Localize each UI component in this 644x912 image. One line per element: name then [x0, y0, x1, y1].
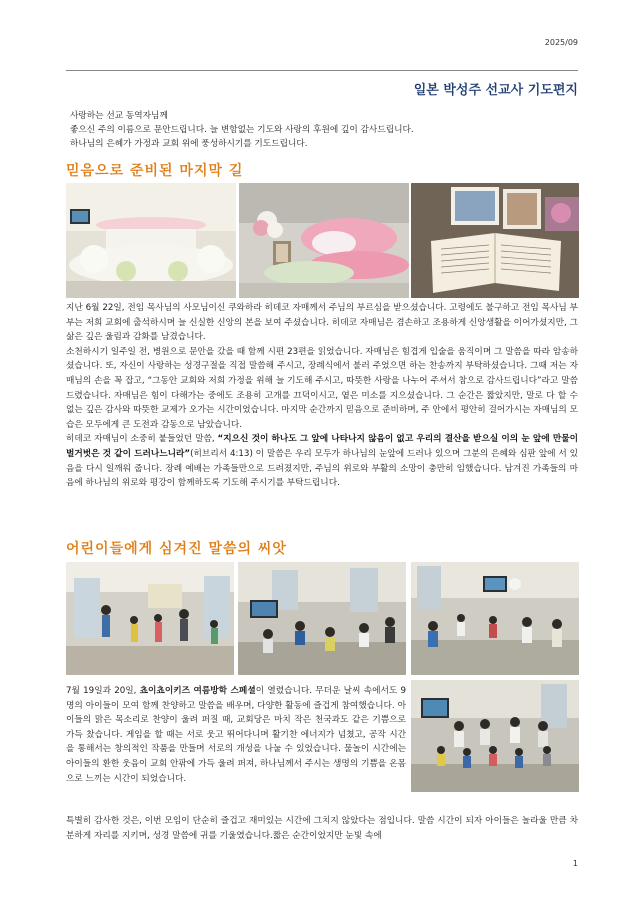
hymnal-illustration [411, 183, 579, 298]
text-run: 이 열렸습니다. 무더운 날씨 속에서도 9명의 아이들이 모여 함께 찬양하고 말씀을 배우며, 다양한 활동에 즐겁게 참여했습니다. 아이들의 맑은 목소리로 찬양이 울려 퍼질 때, 교회당은 마치 작은 천국과도 같은 기쁨으로 가득 찼습니다. 게임을 할 때는 서로 웃고 뛰어다니며 활기찬 에너지가 넘쳤고, 공작 시간을 통해서는 창의적인 작품을 만들며 서로의 개성을 나눌 수 있었습니다. 물놀이 시간에는 아이들의 환한 웃음이 교회 안팎에 가득 울려 퍼져, 하나님께서 주시는 생명의 기쁨을 온몸으로 느끼는 시간이 되었습니다. [66, 686, 406, 784]
text-run: (히브리서 4:13) 이 말씀은 우리 모두가 하나님의 눈앞에 드러나 있으며 그분의 은혜와 심판 앞에 서 있음을 다시 일깨워 줍니다. 장례 예배는 가족들만으로 드려졌지만, 주님의 위로와 부활의 소망이 충만히 임했습니다. 남겨진 가족들의 마음에 하나님의 위로와 평강이 함께하도록 기도해 주시기를 부탁드립니다. [66, 448, 578, 489]
section-heading-farewell: 믿음으로 준비된 마지막 길 [66, 163, 244, 179]
greeting-line: 사랑하는 선교 동역자님께 [70, 111, 168, 121]
date-label: 2025/09 [544, 38, 578, 47]
text-run: 7월 19일과 20일, [66, 686, 140, 696]
paragraph: 지난 6월 22일, 전임 목사님의 사모님이신 쿠와하라 히데코 자매께서 주님의 부르심을 받으셨습니다. 고령에도 불구하고 전임 목사님 부부는 저희 교회에 출석하시며 늘 신실한 신앙의 본을 보여 주셨습니다. 히데코 자매님은 겸손하고 조용하게 신앙생활을 이어가셨지만, 그 삶은 깊은 울림과 감화를 남겼습니다. [66, 303, 578, 343]
paragraph: 소천하시기 일주일 전, 병원으로 문안을 갔을 때 함께 시편 23편을 읽었습니다. 자매님은 힘겹게 입술을 움직이며 그 말씀을 따라 암송하셨습니다. 또, 자신이 사랑하는 성경구절을 직접 말씀해 주시고, 장례식에서 불러 주었으면 하는 찬송까지 부탁하셨습니다. 그때 저는 자매님의 손을 꼭 잡고, “그동안 교회와 저희 가정을 위해 늘 기도해 주시고, 따뜻한 사랑을 나누어 주셔서 참으로 감사드립니다”라고 말씀드렸습니다. 자매님은 힘이 다해가는 중에도 조용히 고개를 끄덕이시고, 옅은 미소를 지으셨습니다. 그 순간은 짧았지만, 말로 다 할 수 없는 깊은 감사와 따뜻한 교제가 오가는 시간이었습니다. 마지막 순간까지 믿음으로 준비하며, 주 안에서 평안히 걸어가시는 자매님의 모습은 모두에게 큰 도전과 감동으로 남았습니다. [66, 346, 578, 430]
group-photo-illustration [411, 680, 579, 792]
children-dancing-illustration [66, 562, 234, 675]
circle-of-chairs-photo [411, 562, 579, 675]
children-body-full [66, 814, 578, 843]
funeral-altar-illustration [66, 183, 236, 298]
greeting-line: 하나님의 은혜가 가정과 교회 위에 풍성하시기를 기도드립니다. [70, 139, 308, 149]
letter-title: 일본 박성주 선교사 기도편지 [413, 83, 578, 98]
group-photo [411, 680, 579, 792]
children-dancing-photo [66, 562, 234, 675]
circle-of-chairs-illustration [411, 562, 579, 675]
paragraph-with-event [66, 684, 406, 786]
bible-verse-quote: “지으신 것이 하나도 그 앞에 나타나지 않음이 없고 우리의 결산을 받으실 이의 눈 앞에 만물이 벌거벗은 것 같이 드러나느니라” [66, 434, 579, 459]
funeral-altar-photo [66, 183, 236, 298]
hymnal-and-photos [411, 183, 579, 298]
children-seated-photo [238, 562, 406, 675]
page-number: 1 [572, 859, 578, 868]
children-seated-illustration [238, 562, 406, 675]
farewell-body [66, 301, 578, 491]
greeting-line: 좋으신 주의 이름으로 문안드립니다. 늘 변함없는 기도와 사랑의 후원에 깊이 감사드립니다. [70, 125, 414, 135]
paragraph: 특별히 감사한 것은, 이번 모임이 단순히 즐겁고 재미있는 시간에 그치지 않았다는 점입니다. 말씀 시간이 되자 아이들은 놀라울 만큼 차분하게 자리를 지키며, 성경 말씀에 귀를 기울였습니다.짧은 순간이었지만 눈빛 속에 [66, 816, 578, 841]
text-run: 히데코 자매님이 소중히 붙들었던 말씀, [66, 434, 218, 445]
header-rule [66, 70, 578, 71]
memorial-flowers-illustration [239, 183, 409, 298]
event-name: 쵸이쵸이키즈 여름방학 스페셜 [139, 686, 256, 696]
greeting [70, 109, 580, 151]
memorial-flowers-photo [239, 183, 409, 298]
children-body [66, 684, 406, 786]
paragraph-with-verse [66, 432, 578, 490]
section-heading-children: 어린이들에게 심겨진 말씀의 씨앗 [66, 541, 287, 557]
